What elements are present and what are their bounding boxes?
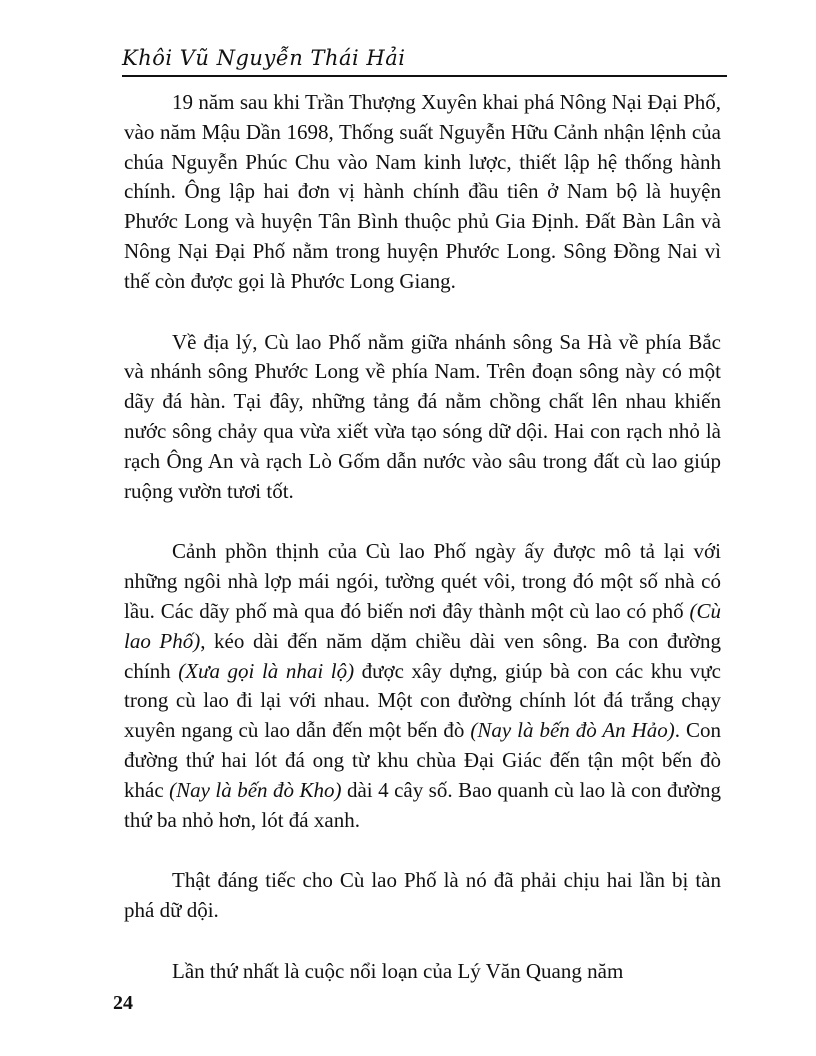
italic-note: (Cù lao Phố) <box>124 598 721 653</box>
paragraph-2 <box>124 328 721 507</box>
text-segment: dài 4 cây số. Bao quanh cù lao là con đường thứ ba nhỏ hơn, lót đá xanh. <box>124 777 721 832</box>
body-text <box>124 88 721 1018</box>
text-segment: 19 năm sau khi Trần Thượng Xuyên khai phá Nông Nại Đại Phố, vào năm Mậu Dần 1698, Thống suất Nguyễn Hữu Cảnh nhận lệnh của chúa Nguyễn Phúc Chu vào Nam kinh lược, thiết lập hệ thống hành chính. Ông lập hai đơn vị hành chính đầu tiên ở Nam bộ là huyện Phước Long và huyện Tân Bình thuộc phủ Gia Định. Đất Bàn Lân và Nông Nại Đại Phố nằm trong huyện Phước Long. Sông Đồng Nai vì thế còn được gọi là Phước Long Giang. <box>124 90 721 293</box>
paragraph-5 <box>124 957 721 987</box>
text-segment: , kéo dài đến năm dặm chiều dài ven sông. Ba con đường chính <box>124 628 721 683</box>
text-segment: . Con đường thứ hai lót đá ong từ khu chùa Đại Giác đến tận một bến đò khác <box>124 718 721 802</box>
paragraph-4 <box>124 866 721 926</box>
running-header <box>122 44 728 74</box>
paragraph-1 <box>124 88 721 297</box>
page-number: 24 <box>113 992 133 1014</box>
running-title: Khôi Vũ Nguyễn Thái Hải <box>122 46 406 70</box>
italic-note: (Nay là bến đò An Hảo) <box>470 718 675 743</box>
italic-note: (Nay là bến đò Kho) <box>169 777 342 802</box>
text-segment: được xây dựng, giúp bà con các khu vực trong cù lao đi lại với nhau. Một con đường chính lót đá trắng chạy xuyên ngang cù lao dẫn đến một bến đò <box>124 658 721 743</box>
text-segment: Cảnh phồn thịnh của Cù lao Phố ngày ấy được mô tả lại với những ngôi nhà lợp mái ngói, tường quét vôi, trong đó một số nhà có lầu. Các dãy phố mà qua đó biến nơi đây thành một cù lao có phố <box>124 539 721 623</box>
paragraph-3 <box>124 537 721 835</box>
italic-note: (Xưa gọi là nhai lộ) <box>178 658 355 683</box>
text-segment: Lần thứ nhất là cuộc nổi loạn của Lý Văn Quang năm <box>172 958 624 983</box>
text-segment: Thật đáng tiếc cho Cù lao Phố là nó đã phải chịu hai lần bị tàn phá dữ dội. <box>124 868 721 923</box>
text-segment: Về địa lý, Cù lao Phố nằm giữa nhánh sông Sa Hà về phía Bắc và nhánh sông Phước Long về phía Nam. Trên đoạn sông này có một dãy đá hàn. Tại đây, những tảng đá nằm chồng chất lên nhau khiến nước sông chảy qua vừa xiết vừa tạo sóng dữ dội. Hai con rạch nhỏ là rạch Ông An và rạch Lò Gốm dẫn nước vào sâu trong đất cù lao giúp ruộng vườn tươi tốt. <box>124 329 721 503</box>
header-rule <box>122 75 727 77</box>
